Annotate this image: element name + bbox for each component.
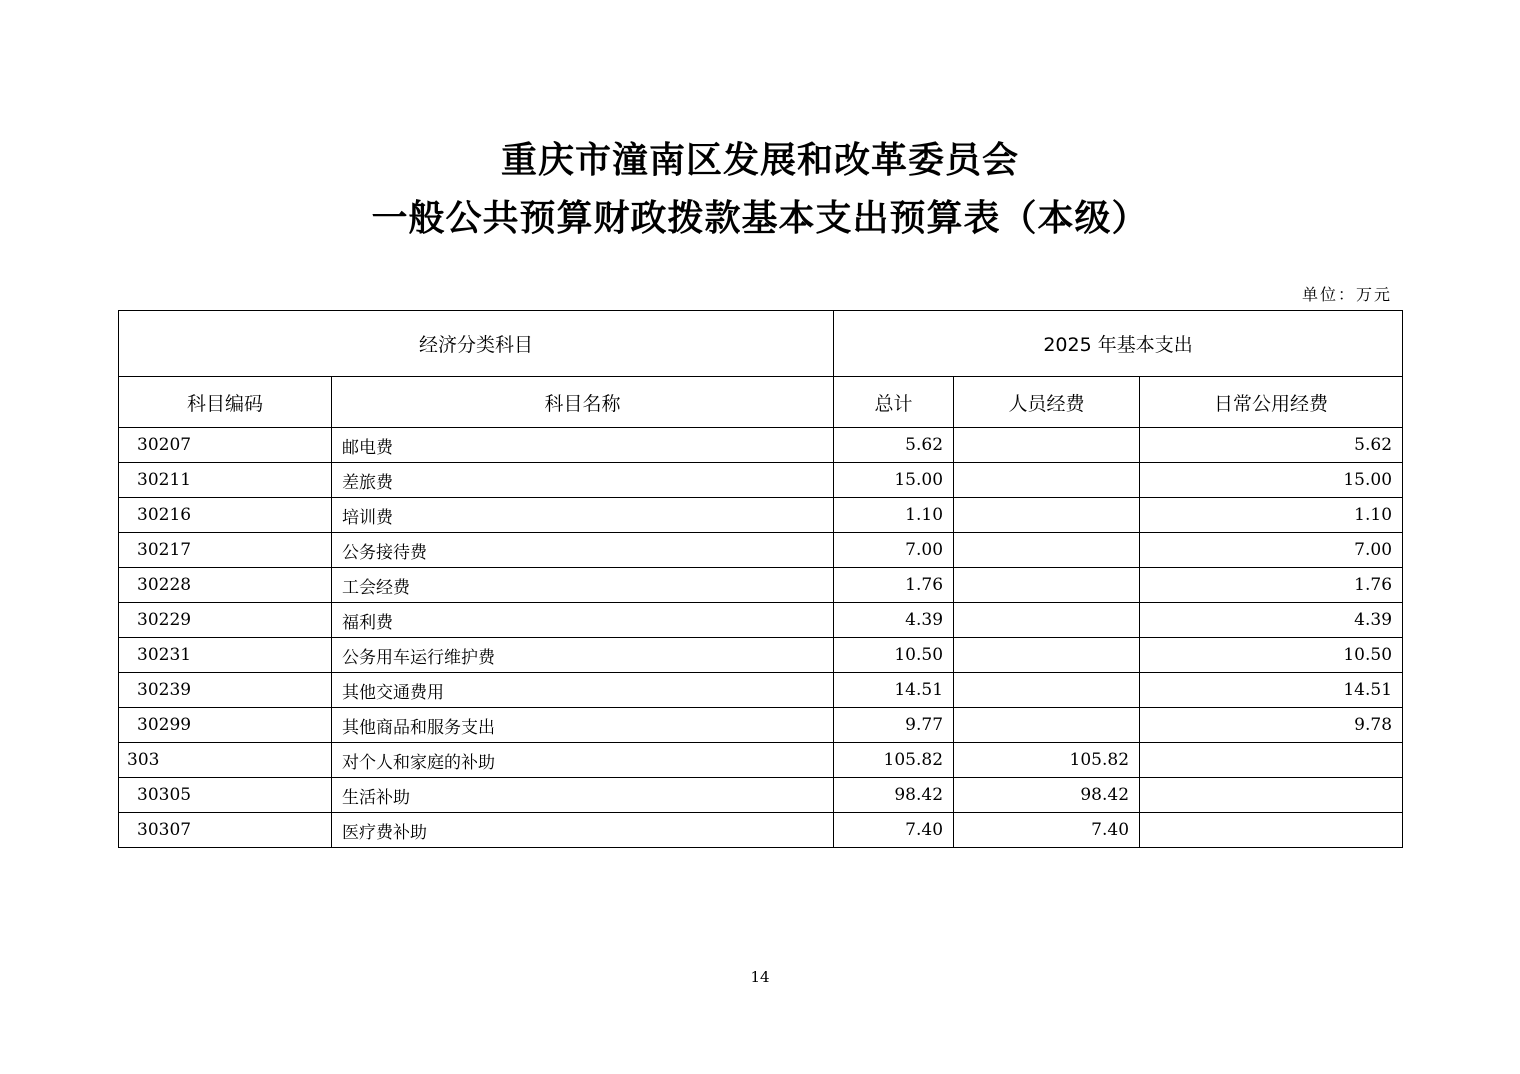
table-row: [119, 498, 1403, 533]
cell-name: 其他商品和服务支出: [332, 708, 834, 743]
group-header-row: [119, 311, 1403, 377]
cell-public: 10.50: [1140, 638, 1403, 673]
cell-total: 9.77: [834, 708, 954, 743]
budget-table: [118, 310, 1403, 848]
column-header-row: [119, 377, 1403, 428]
cell-code: 30228: [119, 568, 332, 603]
cell-public: 4.39: [1140, 603, 1403, 638]
cell-total: 14.51: [834, 673, 954, 708]
cell-total: 1.10: [834, 498, 954, 533]
cell-name: 医疗费补助: [332, 813, 834, 848]
column-header-code: 科目编码: [119, 377, 332, 428]
cell-public: 7.00: [1140, 533, 1403, 568]
cell-total: 7.40: [834, 813, 954, 848]
cell-total: 4.39: [834, 603, 954, 638]
cell-code: 30217: [119, 533, 332, 568]
cell-name: 公务接待费: [332, 533, 834, 568]
cell-code: 30216: [119, 498, 332, 533]
group-header-economic-class: 经济分类科目: [119, 311, 834, 377]
cell-personnel: [954, 568, 1140, 603]
cell-code: 303: [119, 743, 332, 778]
cell-public: [1140, 813, 1403, 848]
cell-name: 生活补助: [332, 778, 834, 813]
cell-total: 10.50: [834, 638, 954, 673]
table-row: [119, 428, 1403, 463]
cell-personnel: 7.40: [954, 813, 1140, 848]
table-row: [119, 813, 1403, 848]
cell-personnel: [954, 498, 1140, 533]
cell-code: 30207: [119, 428, 332, 463]
table-row: [119, 568, 1403, 603]
page-number: 14: [750, 968, 770, 986]
cell-public: 9.78: [1140, 708, 1403, 743]
cell-public: 1.76: [1140, 568, 1403, 603]
cell-name: 其他交通费用: [332, 673, 834, 708]
column-header-public: 日常公用经费: [1140, 377, 1403, 428]
cell-code: 30305: [119, 778, 332, 813]
cell-public: 14.51: [1140, 673, 1403, 708]
document-title-line2: 一般公共预算财政拨款基本支出预算表（本级）: [371, 198, 1149, 239]
table-row: [119, 743, 1403, 778]
cell-public: [1140, 778, 1403, 813]
cell-personnel: [954, 463, 1140, 498]
cell-total: 7.00: [834, 533, 954, 568]
cell-personnel: [954, 428, 1140, 463]
cell-personnel: [954, 533, 1140, 568]
cell-name: 公务用车运行维护费: [332, 638, 834, 673]
table-row: [119, 603, 1403, 638]
cell-public: 15.00: [1140, 463, 1403, 498]
cell-code: 30307: [119, 813, 332, 848]
cell-total: 105.82: [834, 743, 954, 778]
column-header-personnel: 人员经费: [954, 377, 1140, 428]
column-header-name: 科目名称: [332, 377, 834, 428]
cell-total: 1.76: [834, 568, 954, 603]
table-row: [119, 638, 1403, 673]
cell-personnel: [954, 708, 1140, 743]
cell-name: 工会经费: [332, 568, 834, 603]
cell-personnel: 105.82: [954, 743, 1140, 778]
cell-personnel: 98.42: [954, 778, 1140, 813]
table-row: [119, 533, 1403, 568]
cell-name: 对个人和家庭的补助: [332, 743, 834, 778]
cell-name: 邮电费: [332, 428, 834, 463]
cell-total: 98.42: [834, 778, 954, 813]
table-row: [119, 673, 1403, 708]
cell-total: 15.00: [834, 463, 954, 498]
cell-public: 5.62: [1140, 428, 1403, 463]
column-header-total: 总计: [834, 377, 954, 428]
cell-total: 5.62: [834, 428, 954, 463]
table-row: [119, 708, 1403, 743]
cell-name: 差旅费: [332, 463, 834, 498]
cell-public: [1140, 743, 1403, 778]
group-header-basic-expenditure: 2025 年基本支出: [834, 311, 1403, 377]
cell-public: 1.10: [1140, 498, 1403, 533]
cell-code: 30239: [119, 673, 332, 708]
cell-code: 30229: [119, 603, 332, 638]
cell-name: 培训费: [332, 498, 834, 533]
table-row: [119, 778, 1403, 813]
cell-name: 福利费: [332, 603, 834, 638]
document-title-line1: 重庆市潼南区发展和改革委员会: [500, 140, 1019, 181]
cell-code: 30211: [119, 463, 332, 498]
cell-personnel: [954, 673, 1140, 708]
cell-code: 30299: [119, 708, 332, 743]
cell-code: 30231: [119, 638, 332, 673]
cell-personnel: [954, 638, 1140, 673]
cell-personnel: [954, 603, 1140, 638]
table-row: [119, 463, 1403, 498]
unit-label: 单位：万元: [1301, 285, 1392, 304]
